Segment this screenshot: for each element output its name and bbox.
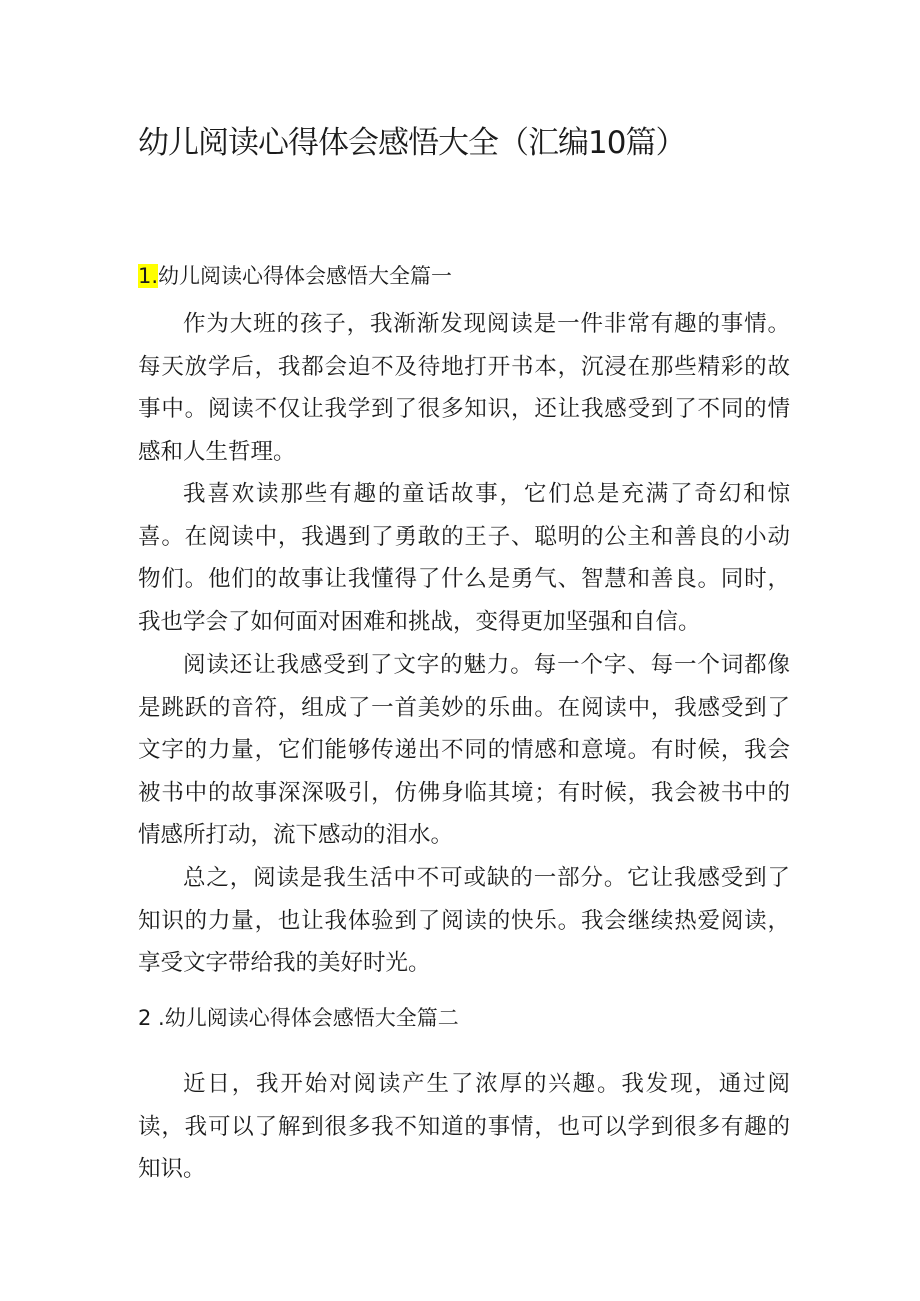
section-1-paragraph-3: 阅读还让我感受到了文字的魅力。每一个字、每一个词都像是跳跃的音符，组成了一首美妙的乐曲。在阅读中，我感受到了文字的力量，它们能够传递出不同的情感和意境。有时候，我会被书中的故事深深吸引，仿佛身临其境；有时候，我会被书中的情感所打动，流下感动的泪水。 [138, 652, 790, 849]
section-1-paragraph-1: 作为大班的孩子，我渐渐发现阅读是一件非常有趣的事情。每天放学后，我都会迫不及待地打开书本，沉浸在那些精彩的故事中。阅读不仅让我学到了很多知识，还让我感受到了不同的情感和人生哲理。 [138, 311, 790, 465]
section-1-heading-text: 幼儿阅读心得体会感悟大全篇一 [158, 264, 453, 288]
document-title: 幼儿阅读心得体会感悟大全（汇编10篇） [138, 125, 686, 161]
section-2-heading-text: 幼儿阅读心得体会感悟大全篇二 [164, 1006, 459, 1030]
section-1-paragraph-2: 我喜欢读那些有趣的童话故事，它们总是充满了奇幻和惊喜。在阅读中，我遇到了勇敢的王子、聪明的公主和善良的小动物们。他们的故事让我懂得了什么是勇气、智慧和善良。同时，我也学会了如何面对困难和挑战，变得更加坚强和自信。 [138, 481, 790, 635]
section-2-number: 2 . [138, 1006, 165, 1030]
section-1-heading [138, 258, 838, 294]
section-2-paragraph-1: 近日，我开始对阅读产生了浓厚的兴趣。我发现，通过阅读，我可以了解到很多我不知道的事情，也可以学到很多有趣的知识。 [138, 1071, 790, 1183]
section-2-heading [138, 1000, 838, 1036]
section-1-number: 1. [138, 264, 159, 288]
section-1-paragraph-4: 总之，阅读是我生活中不可或缺的一部分。它让我感受到了知识的力量，也让我体验到了阅读的快乐。我会继续热爱阅读，享受文字带给我的美好时光。 [138, 865, 790, 977]
